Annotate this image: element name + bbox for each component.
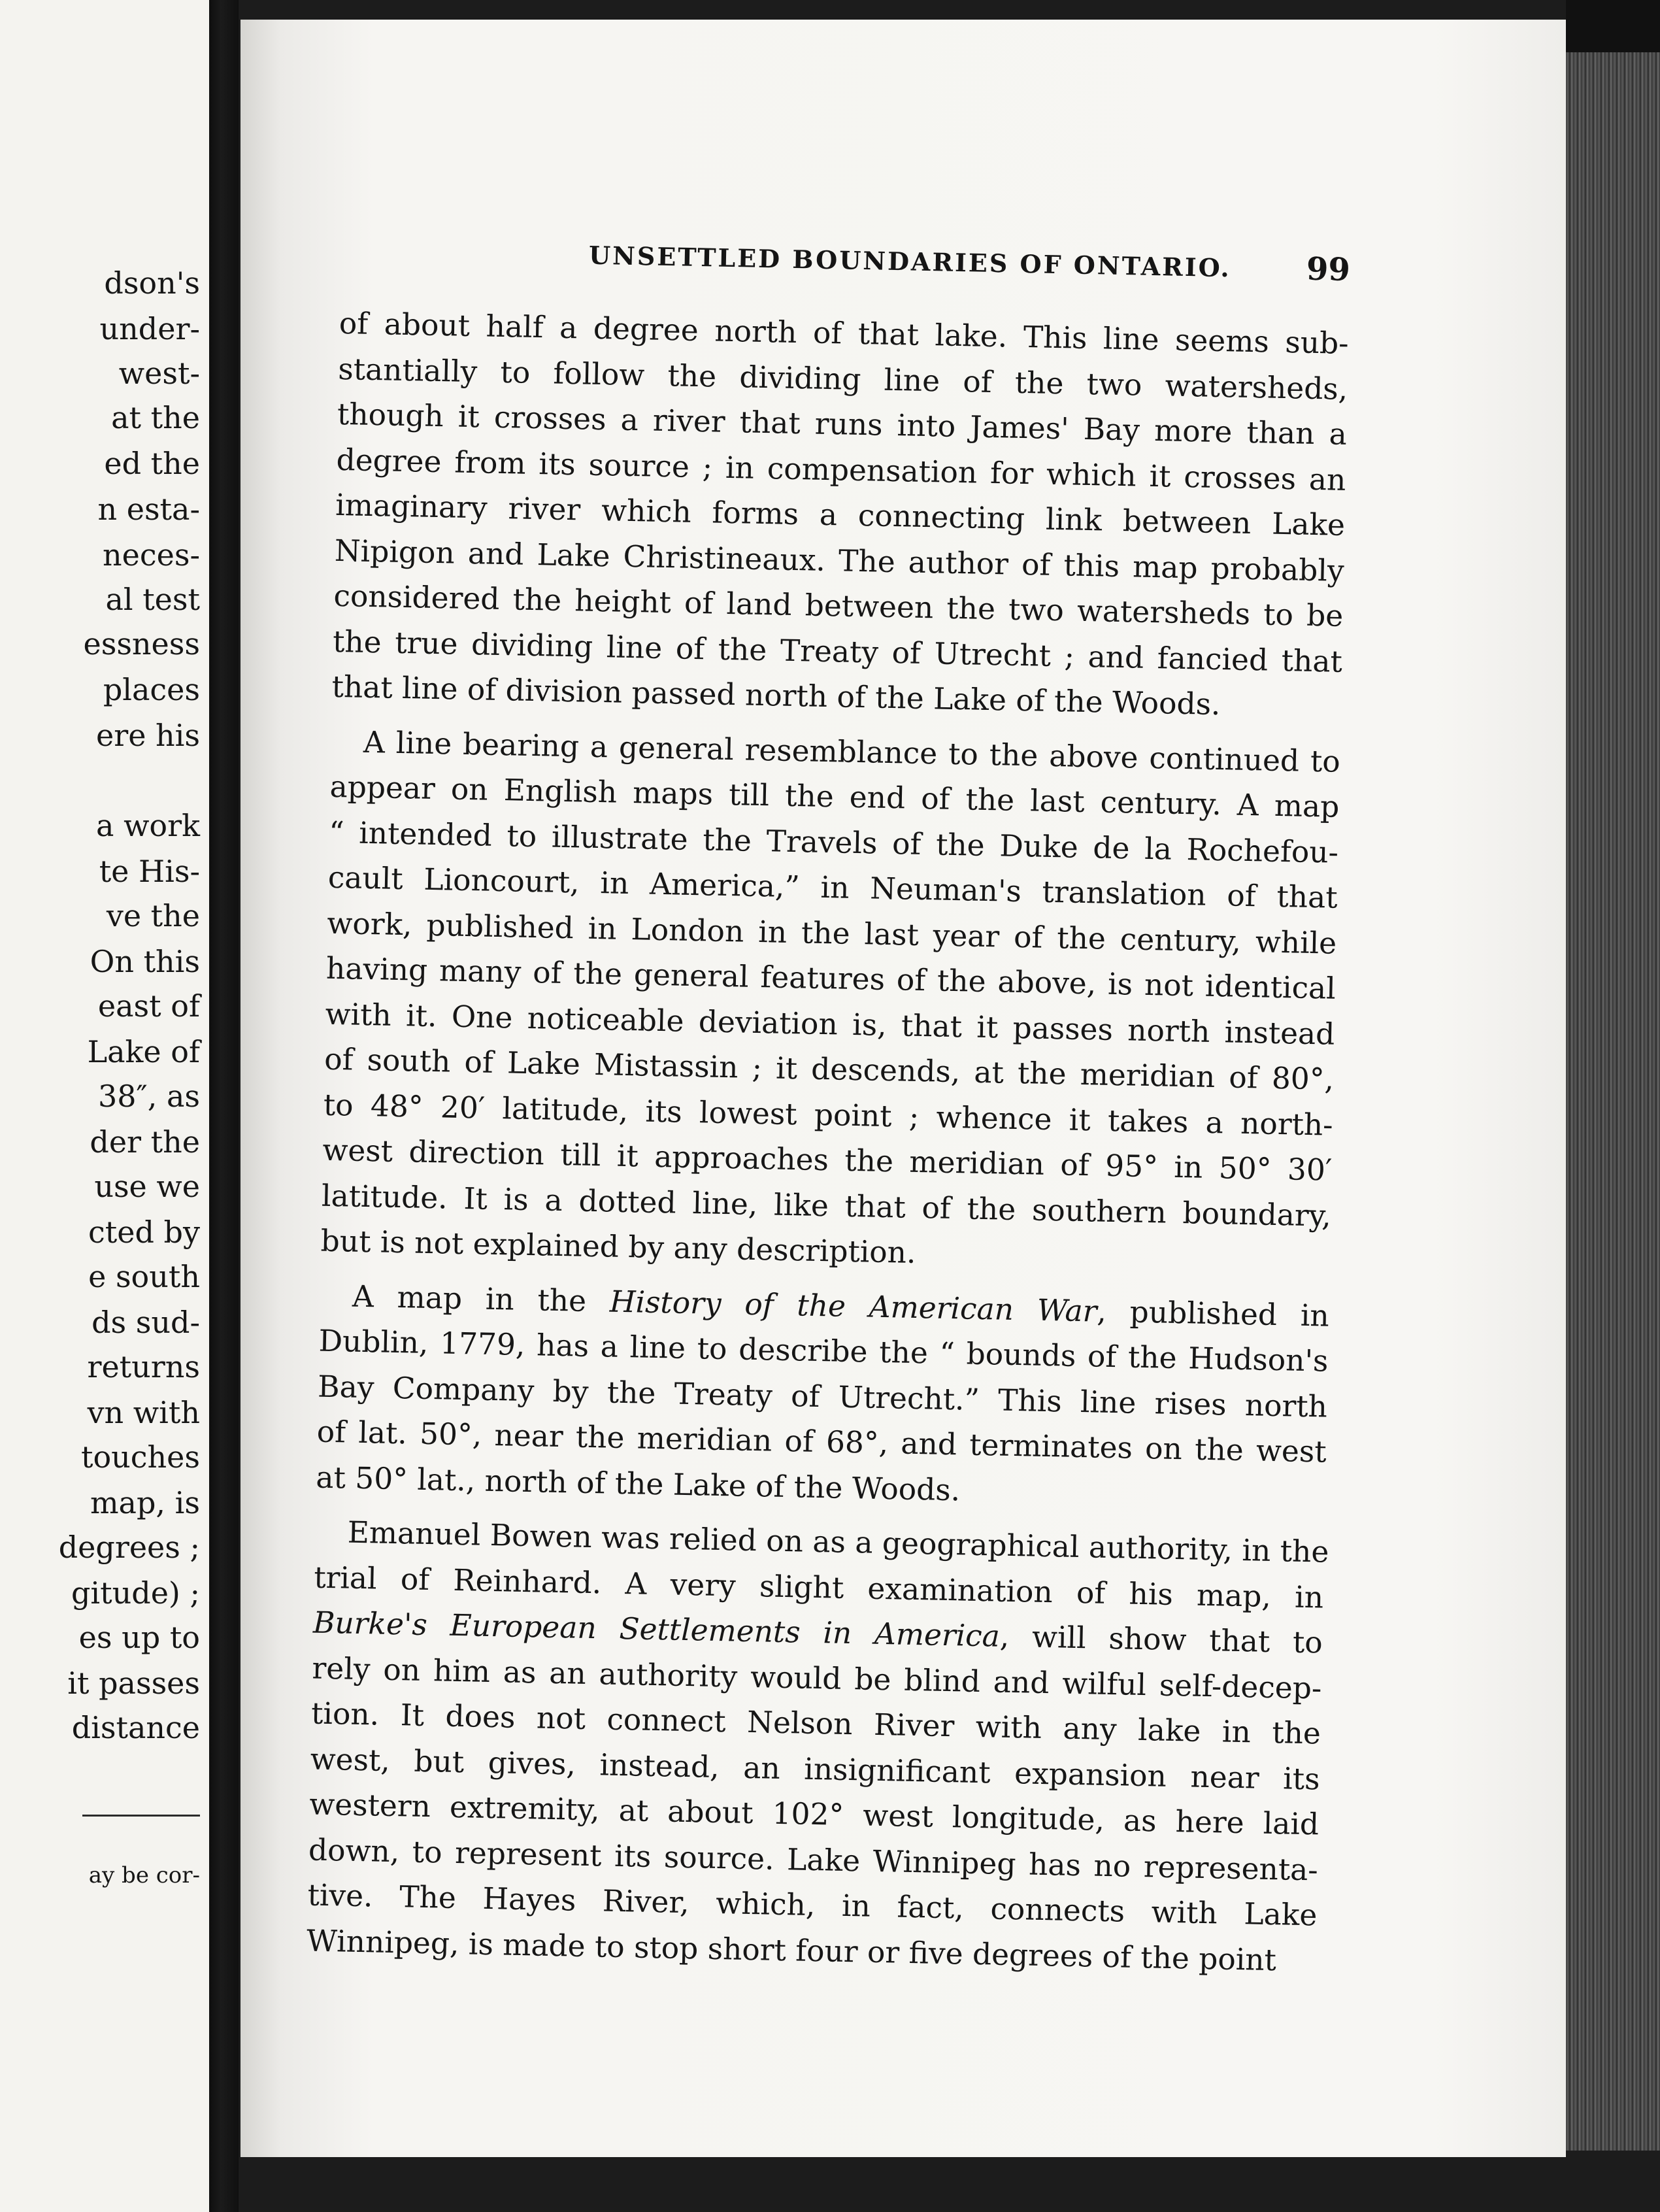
text-line: rely on him as an authority would be blind and wilful self-decep- [312, 1651, 1322, 1706]
left-page-line-fragment: places [103, 672, 200, 707]
book-gutter [209, 0, 239, 2212]
page-content [307, 222, 1351, 1983]
left-page-line-fragment: ay be cor- [88, 1862, 200, 1888]
text-line: appear on English maps till the end of the last century. A map [329, 769, 1340, 824]
page-edges [1566, 52, 1660, 2151]
text-line: Burke's European Settlements in America, will show that to [312, 1605, 1323, 1660]
left-page-line-fragment: at the [111, 400, 200, 435]
left-page-line-fragment: ere his [95, 718, 200, 753]
text-line: A line bearing a general resemblance to the above continued to [363, 724, 1341, 779]
left-page-line-fragment: under- [99, 311, 200, 346]
text-line: though it crosses a river that runs into James' Bay more than a [337, 396, 1348, 452]
left-page-line-fragment: essness [83, 626, 200, 662]
left-page-line-fragment: n esta- [97, 492, 200, 527]
left-page-line-fragment: te His- [99, 854, 200, 889]
text-line: A map in the History of the American War, published in [352, 1279, 1330, 1333]
left-page-line-fragment: a work [96, 808, 200, 843]
left-page-line-fragment: distance [71, 1710, 200, 1745]
text-line: degree from its source ; in compensation for which it crosses an [336, 442, 1346, 497]
text-line: Emanuel Bowen was relied on as a geographical authority, in the [347, 1515, 1329, 1569]
left-page-line-fragment: west- [118, 356, 200, 391]
left-page-line-fragment: ve the [106, 898, 200, 933]
left-page-line-fragment: ed the [104, 446, 200, 481]
body-text [307, 301, 1350, 1983]
text-line: west, but gives, instead, an insignificant expansion near its [310, 1741, 1321, 1797]
left-page-line-fragment: cted by [88, 1215, 200, 1250]
italic-title: Burke's European Settlements in America [312, 1605, 1001, 1654]
text-line: to 48° 20′ latitude, its lowest point ; whence it takes a north- [323, 1087, 1334, 1143]
left-page-line-fragment: al test [105, 582, 200, 617]
text-line: west direction till it approaches the meridian of 95° in 50° 30′ [322, 1132, 1333, 1188]
text-line: cault Lioncourt, in America,” in Neuman's translation of that [327, 860, 1338, 915]
text-line: down, to represent its source. Lake Winnipeg has no representa- [308, 1832, 1319, 1888]
left-page-line-fragment: Lake of [87, 1034, 200, 1069]
paragraph [331, 301, 1349, 729]
text-line: Winnipeg, is made to stop short four or five degrees of the point [306, 1922, 1277, 1977]
text-line: stantially to follow the dividing line of the two watersheds, [337, 351, 1348, 407]
left-page-fragment [0, 0, 209, 2212]
text-line: of about half a degree north of that lake. This line seems sub- [339, 305, 1350, 361]
paragraph [306, 1509, 1329, 1984]
text-line: the true dividing line of the Treaty of Utrecht ; and fancied that [332, 624, 1343, 679]
left-page-line-fragment: e south [88, 1259, 200, 1294]
text-line: Bay Company by the Treaty of Utrecht.” This line rises north [317, 1369, 1328, 1424]
italic-title: History of the American War [609, 1284, 1097, 1329]
page-edges-shadow [1566, 0, 1660, 52]
page-number: 99 [1306, 250, 1351, 288]
text-line: of lat. 50°, near the meridian of 68°, and terminates on the west [316, 1414, 1327, 1469]
text-line: at 50° lat., north of the Lake of the Woods. [315, 1460, 961, 1507]
text-line: Nipigon and Lake Christineaux. The author of this map probably [334, 533, 1345, 588]
paragraph [320, 718, 1340, 1284]
text-line: of south of Lake Mistassin ; it descends, at the meridian of 80°, [324, 1041, 1335, 1097]
text-line: that line of division passed north of the Lake of the Woods. [331, 669, 1221, 722]
text-line: latitude. It is a dotted line, like that of the southern boundary, [321, 1178, 1332, 1233]
left-page-line-fragment: returns [87, 1349, 200, 1384]
paragraph [316, 1273, 1330, 1520]
text-line: but is not explained by any description. [320, 1223, 917, 1270]
left-page-line-fragment: gitude) ; [71, 1575, 200, 1611]
left-page-line-fragment: east of [97, 988, 200, 1024]
left-page-line-fragment: degrees ; [58, 1530, 200, 1565]
left-page-line-fragment: it passes [67, 1666, 200, 1701]
text-line: Dublin, 1779, has a line to describe the “ bounds of the Hudson's [318, 1323, 1329, 1379]
running-head: UNSETTLED BOUNDARIES OF ONTARIO. [588, 240, 1232, 283]
left-page-line-fragment: map, is [90, 1485, 200, 1520]
text-line: having many of the general features of the above, is not identical [325, 950, 1336, 1006]
left-page-line-fragment: 38″, as [98, 1079, 200, 1114]
text-line: work, published in London in the last year of the century, while [326, 905, 1337, 961]
left-page-line-fragment: touches [80, 1439, 200, 1475]
left-page-line-fragment: es up to [78, 1620, 200, 1655]
left-page-line-fragment: der the [90, 1124, 200, 1160]
left-page-line-fragment: ds sud- [91, 1305, 200, 1340]
text-line: tive. The Hayes River, which, in fact, connects with Lake [307, 1877, 1318, 1933]
text-line: tion. It does not connect Nelson River with any lake in the [310, 1696, 1321, 1751]
left-page-line-fragment: vn with [87, 1395, 200, 1430]
text-line: trial of Reinhard. A very slight examination of his map, in [313, 1560, 1324, 1615]
text-line: with it. One noticeable deviation is, that it passes north instead [325, 996, 1335, 1052]
left-page-line-fragment: use we [94, 1169, 200, 1204]
text-line: imaginary river which forms a connecting link between Lake [335, 487, 1346, 543]
left-page-line-fragment: dson's [104, 265, 200, 301]
text-line: western extremity, at about 102° west longitude, as here laid [308, 1786, 1320, 1842]
text-line: considered the height of land between the two watersheds to be [333, 578, 1344, 633]
left-page-line-fragment: On this [90, 944, 200, 979]
footnote-rule [82, 1815, 200, 1817]
left-page-line-fragment: neces- [103, 537, 200, 573]
text-line: “ intended to illustrate the Travels of the Duke de la Rochefou- [328, 814, 1339, 870]
